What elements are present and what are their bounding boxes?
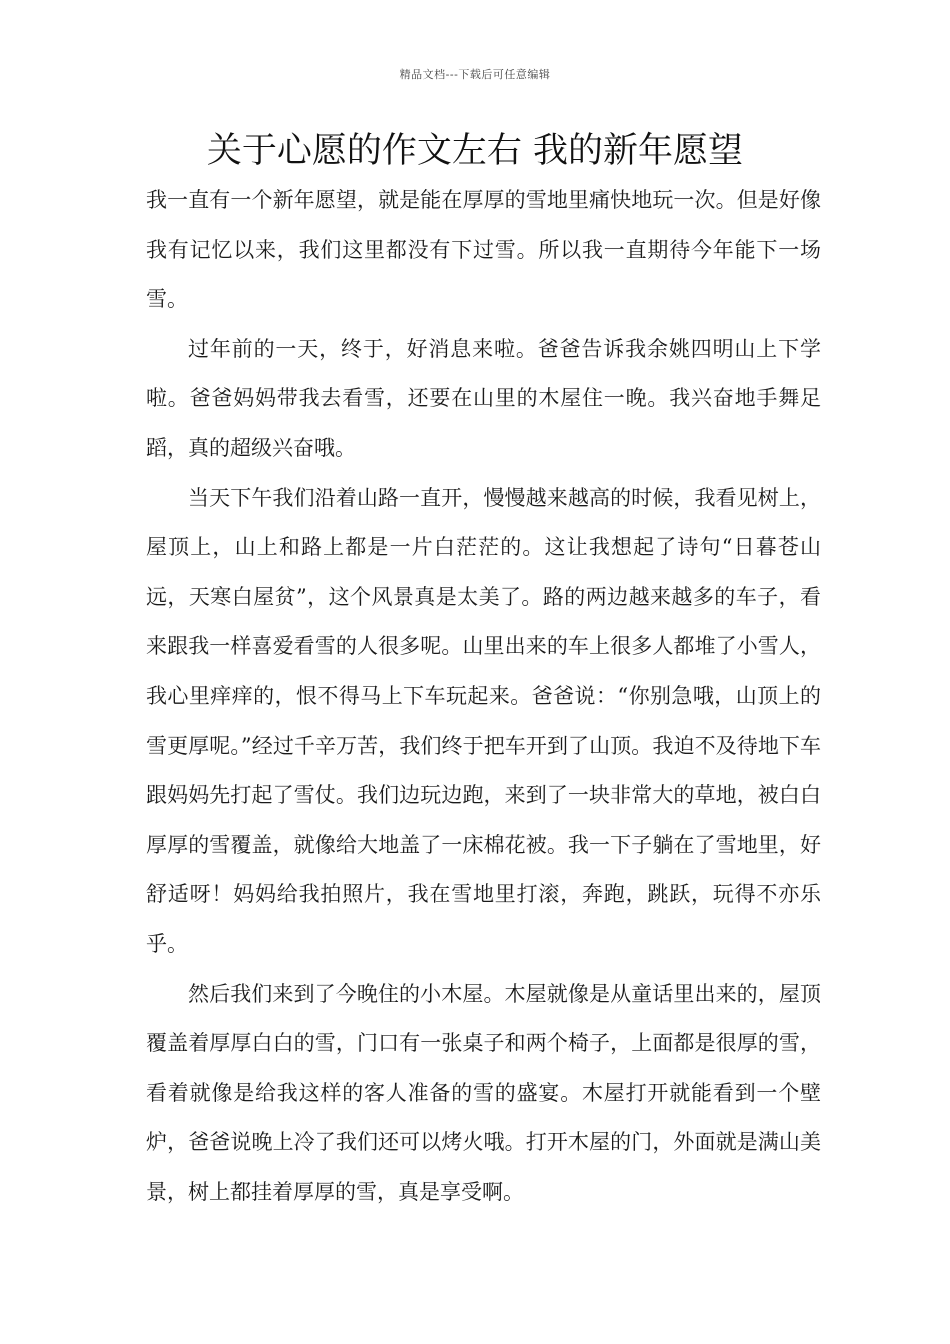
paragraph-3: 当天下午我们沿着山路一直开，慢慢越来越高的时候，我看见树上，屋顶上，山上和路上都是一片白茫茫的。这让我想起了诗句“日暮苍山远，天寒白屋贫”，这个风景真是太美了。路的两边越来越多的车子，看来跟我一样喜爱看雪的人很多呢。山里出来的车上很多人都堆了小雪人，我心里痒痒的，恨不得马上下车玩起来。爸爸说：“你别急哦，山顶上的雪更厚呢。”经过千辛万苦，我们终于把车开到了山顶。我迫不及待地下车跟妈妈先打起了雪仗。我们边玩边跑，来到了一块非常大的草地，被白白厚厚的雪覆盖，就像给大地盖了一床棉花被。我一下子躺在了雪地里，好舒适呀！妈妈给我拍照片，我在雪地里打滚，奔跑，跳跃，玩得不亦乐乎。 <box>146 485 821 956</box>
document-body <box>146 176 821 1217</box>
paragraph-1: 我一直有一个新年愿望，就是能在厚厚的雪地里痛快地玩一次。但是好像我有记忆以来，我们这里都没有下过雪。所以我一直期待今年能下一场雪。 <box>146 188 821 312</box>
document-title: 关于心愿的作文左右 我的新年愿望 <box>206 131 744 171</box>
header-note: 精品文档---下载后可任意编辑 <box>399 68 551 81</box>
paragraph-4: 然后我们来到了今晚住的小木屋。木屋就像是从童话里出来的，屋顶覆盖着厚厚白白的雪，门口有一张桌子和两个椅子，上面都是很厚的雪，看着就像是给我这样的客人准备的雪的盛宴。木屋打开就能看到一个壁炉，爸爸说晚上冷了我们还可以烤火哦。打开木屋的门，外面就是满山美景，树上都挂着厚厚的雪，真是享受啊。 <box>146 981 821 1204</box>
paragraph-2: 过年前的一天，终于，好消息来啦。爸爸告诉我余姚四明山上下学啦。爸爸妈妈带我去看雪，还要在山里的木屋住一晚。我兴奋地手舞足蹈，真的超级兴奋哦。 <box>146 336 821 460</box>
